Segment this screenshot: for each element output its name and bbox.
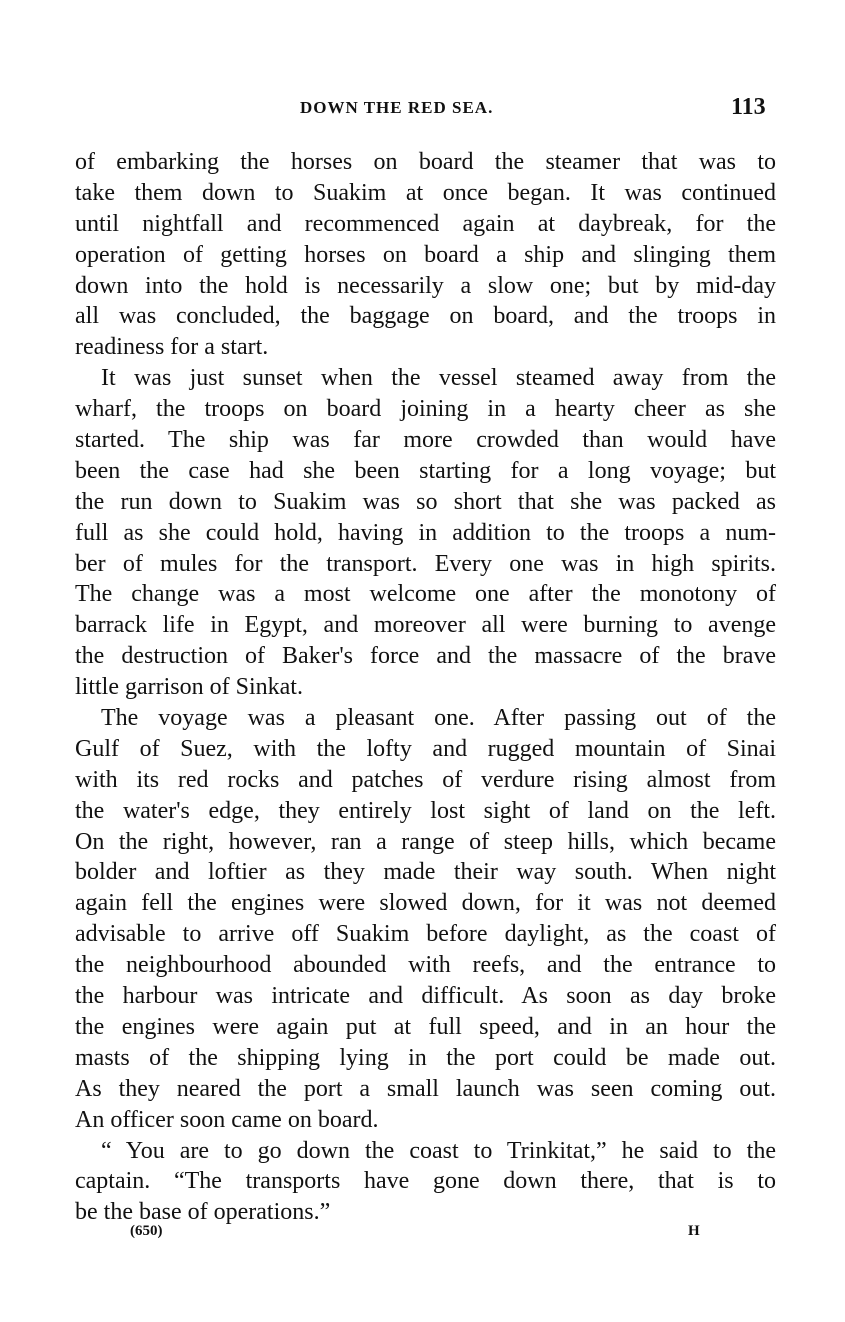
text-line: the neighbourhood abounded with reefs, and the entrance to bbox=[75, 952, 776, 979]
text-line: masts of the shipping lying in the port could be made out. bbox=[75, 1044, 776, 1071]
paragraph bbox=[75, 363, 776, 703]
text-line: the engines were again put at full speed, and in an hour the bbox=[75, 1013, 776, 1040]
text-line: On the right, however, ran a range of steep hills, which became bbox=[75, 828, 776, 855]
text-line: The voyage was a pleasant one. After passing out of the bbox=[101, 705, 776, 732]
text-line: It was just sunset when the vessel steamed away from the bbox=[101, 365, 776, 392]
paragraph bbox=[75, 1136, 776, 1229]
body-text bbox=[75, 147, 776, 1228]
text-line: bolder and loftier as they made their way south. When night bbox=[75, 859, 776, 886]
text-line: until nightfall and recommenced again at daybreak, for the bbox=[75, 210, 776, 237]
printer-signature-mark: (650) bbox=[130, 1223, 163, 1239]
gathering-letter: H bbox=[688, 1223, 700, 1239]
text-line: readiness for a start. bbox=[75, 334, 269, 361]
text-line: An officer soon came on board. bbox=[75, 1106, 379, 1133]
running-head: DOWN THE RED SEA. bbox=[300, 98, 494, 117]
text-line: with its red rocks and patches of verdure rising almost from bbox=[75, 766, 776, 793]
text-line: all was concluded, the baggage on board, and the troops in bbox=[75, 303, 776, 330]
text-line: full as she could hold, having in addition to the troops a num- bbox=[75, 519, 776, 546]
text-line: of embarking the horses on board the steamer that was to bbox=[75, 149, 776, 175]
text-line: been the case had she been starting for a long voyage; but bbox=[75, 457, 776, 484]
text-line: again fell the engines were slowed down, for it was not deemed bbox=[75, 890, 776, 917]
text-line: “ You are to go down the coast to Trinkitat,” he said to the bbox=[101, 1137, 776, 1164]
text-line: ber of mules for the transport. Every one was in high spirits. bbox=[75, 550, 776, 577]
text-line: down into the hold is necessarily a slow one; but by mid-day bbox=[75, 272, 776, 299]
text-line: the destruction of Baker's force and the massacre of the brave bbox=[75, 643, 776, 670]
text-line: wharf, the troops on board joining in a hearty cheer as she bbox=[75, 396, 776, 423]
text-line: little garrison of Sinkat. bbox=[75, 674, 303, 701]
text-line: operation of getting horses on board a ship and slinging them bbox=[75, 241, 776, 268]
paragraph bbox=[75, 703, 776, 1135]
text-line: barrack life in Egypt, and moreover all were burning to avenge bbox=[75, 612, 776, 639]
text-line: take them down to Suakim at once began. It was continued bbox=[75, 179, 776, 206]
text-line: started. The ship was far more crowded than would have bbox=[75, 427, 776, 454]
text-line: the harbour was intricate and difficult. As soon as day broke bbox=[75, 983, 776, 1010]
text-line: the water's edge, they entirely lost sight of land on the left. bbox=[75, 797, 776, 824]
text-line: the run down to Suakim was so short that she was packed as bbox=[75, 488, 776, 515]
text-line: advisable to arrive off Suakim before daylight, as the coast of bbox=[75, 921, 776, 948]
paragraph bbox=[75, 147, 776, 363]
text-line: captain. “The transports have gone down there, that is to bbox=[75, 1168, 776, 1195]
page-number: 113 bbox=[731, 94, 766, 120]
text-line: Gulf of Suez, with the lofty and rugged mountain of Sinai bbox=[75, 735, 776, 762]
text-line: The change was a most welcome one after the monotony of bbox=[75, 581, 776, 608]
text-line: As they neared the port a small launch was seen coming out. bbox=[75, 1075, 776, 1102]
text-line: be the base of operations.” bbox=[75, 1199, 331, 1226]
